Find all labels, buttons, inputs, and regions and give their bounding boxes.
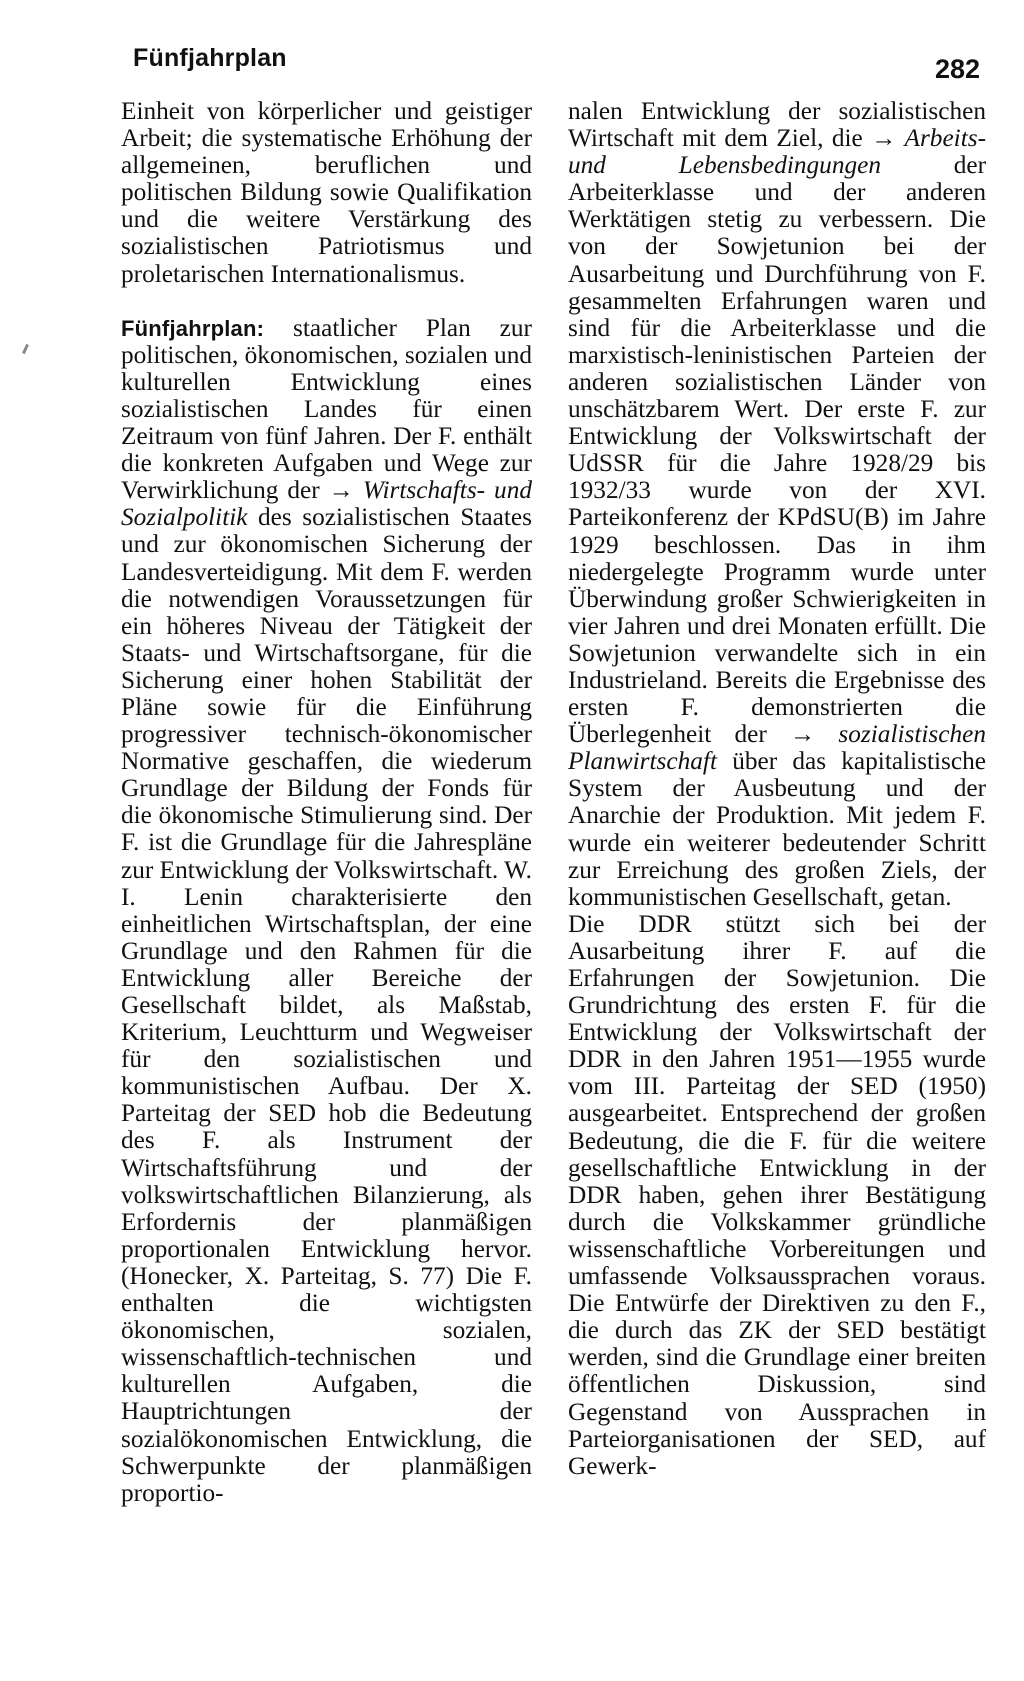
paragraph: Die DDR stützt sich bei der Ausarbeitung ihrer F. auf die Erfahrungen der Sowjetunion. Die Grundrichtung des ersten F. für die Entwicklung der Volkswirtschaft der DDR in den Jahren 1951—1955 wurde vom III. Parteitag der SED (1950) ausgearbeitet. Entsprechend der großen Bedeutung, die die F. für die weitere gesellschaftliche Entwicklung in der DDR haben, gehen ihrer Bestätigung durch die Volkskammer gründliche wissenschaftliche Vorbereitungen und umfassende Volksaussprachen voraus. Die Entwürfe der Direktiven zu den F., die durch das ZK der SED bestätigt werden, sind die Grundlage einer breiten öffentlichen Diskussion, sind Gegenstand von Aussprachen in Parteiorganisationen der SED, auf Gewerk- <box>568 909 986 1480</box>
continued-paragraph <box>568 98 986 911</box>
entry-headword: Fünfjahrplan: <box>121 315 265 341</box>
running-header-keyword: Fünfjahrplan <box>133 44 287 72</box>
entry-text: staatlicher Plan zur politischen, ökonomischen, sozialen und kulturellen Entwicklung eines sozialistischen Landes für einen Zeitraum von fünf Jahren. Der F. enthält die konkreten Aufgaben und Wege zur Verwirklichung der <box>121 313 533 505</box>
cross-reference: Wirtschafts- und Sozialpolitik <box>121 476 532 532</box>
paragraph-text: über das kapitalistische System der Ausbeutung und der Anarchie der Produktion. Mit jedem F. wurde ein weiterer bedeutender Schritt zur Erreichung des großen Ziels, der kommunistischen Gesellschaft, getan. <box>568 747 986 911</box>
scan-mark <box>22 344 29 354</box>
cross-reference-arrow: → <box>328 476 354 505</box>
cross-reference-arrow: → <box>871 124 897 153</box>
cross-reference: sozialistischen Planwirtschaft <box>568 720 986 776</box>
paragraph-text: nalen Entwicklung der sozialistischen Wirtschaft mit dem Ziel, die <box>568 97 986 153</box>
page-number: 282 <box>934 54 980 84</box>
cross-reference: Arbeits- und Lebensbedingungen <box>568 124 986 180</box>
paragraph-text: der Arbeiterklasse und der anderen Werktätigen stetig zu verbessern. Die von der Sowjetunion bei der Ausarbeitung und Durchführung von F. gesammelten Erfahrungen waren und sind für die Arbeiterklasse und die marxistisch-leninistischen Parteien der anderen sozialistischen Länder von unschätzbarem Wert. Der erste F. zur Entwicklung der Volkswirtschaft der UdSSR für die Jahre 1928/29 bis 1932/33 wurde von der XVI. Parteikonferenz der KPdSU(B) im Jahre 1929 beschlossen. Das in ihm niedergelegte Programm wurde unter Überwindung großer Schwierigkeiten in vier Jahren und drei Monaten erfüllt. Die Sowjetunion verwandelte sich in ein Industrieland. Bereits die Ergebnisse des ersten F. demonstrierten die Überlegenheit der <box>568 151 987 749</box>
entry-paragraph <box>121 315 532 1507</box>
cross-reference-arrow: → <box>789 720 816 749</box>
entry-text: des sozialistischen Staates und zur ökonomischen Sicherung der Landesverteidigung. Mit dem F. werden die notwendigen Voraussetzungen für ein höheres Niveau der Tätigkeit der Staats- und Wirtschaftsorgane, für die Sicherung einer hohen Stabilität der Pläne sowie für die Einführung progressiver technisch-ökonomischer Normative geschaffen, die wiederum Grundlage der Bildung der Fonds für die ökonomische Stimulierung sind. Der F. ist die Grundlage für die Jahrespläne zur Entwicklung der Volkswirtschaft. W. I. Lenin charakterisierte den einheitlichen Wirtschaftsplan, der eine Grundlage und den Rahmen für die Entwicklung aller Bereiche der Gesellschaft bildet, als Maßstab, Kriterium, Leuchtturm und Wegweiser für den sozialistischen und kommunistischen Aufbau. Der X. Parteitag der SED hob die Bedeutung des F. als Instrument der Wirtschaftsführung und der volkswirtschaftlichen Bilanzierung, als Erfordernis der planmäßigen proportionalen Entwicklung hervor. (Honecker, X. Parteitag, S. 77) Die F. enthalten die wichtigsten ökonomischen, sozialen, wissenschaftlich-technischen und kulturellen Aufgaben, die Hauptrichtungen der sozialökonomischen Entwicklung, die Schwerpunkte der planmäßigen proportio- <box>121 503 532 1507</box>
left-column <box>121 98 532 1507</box>
right-column <box>568 98 986 1480</box>
continued-paragraph: Einheit von körperlicher und geistiger Arbeit; die systematische Erhöhung der allgemeinen, beruflichen und politischen Bildung sowie Qualifikation und die weitere Verstärkung des sozialistischen Patriotismus und proletarischen Internationalismus. <box>121 97 532 288</box>
